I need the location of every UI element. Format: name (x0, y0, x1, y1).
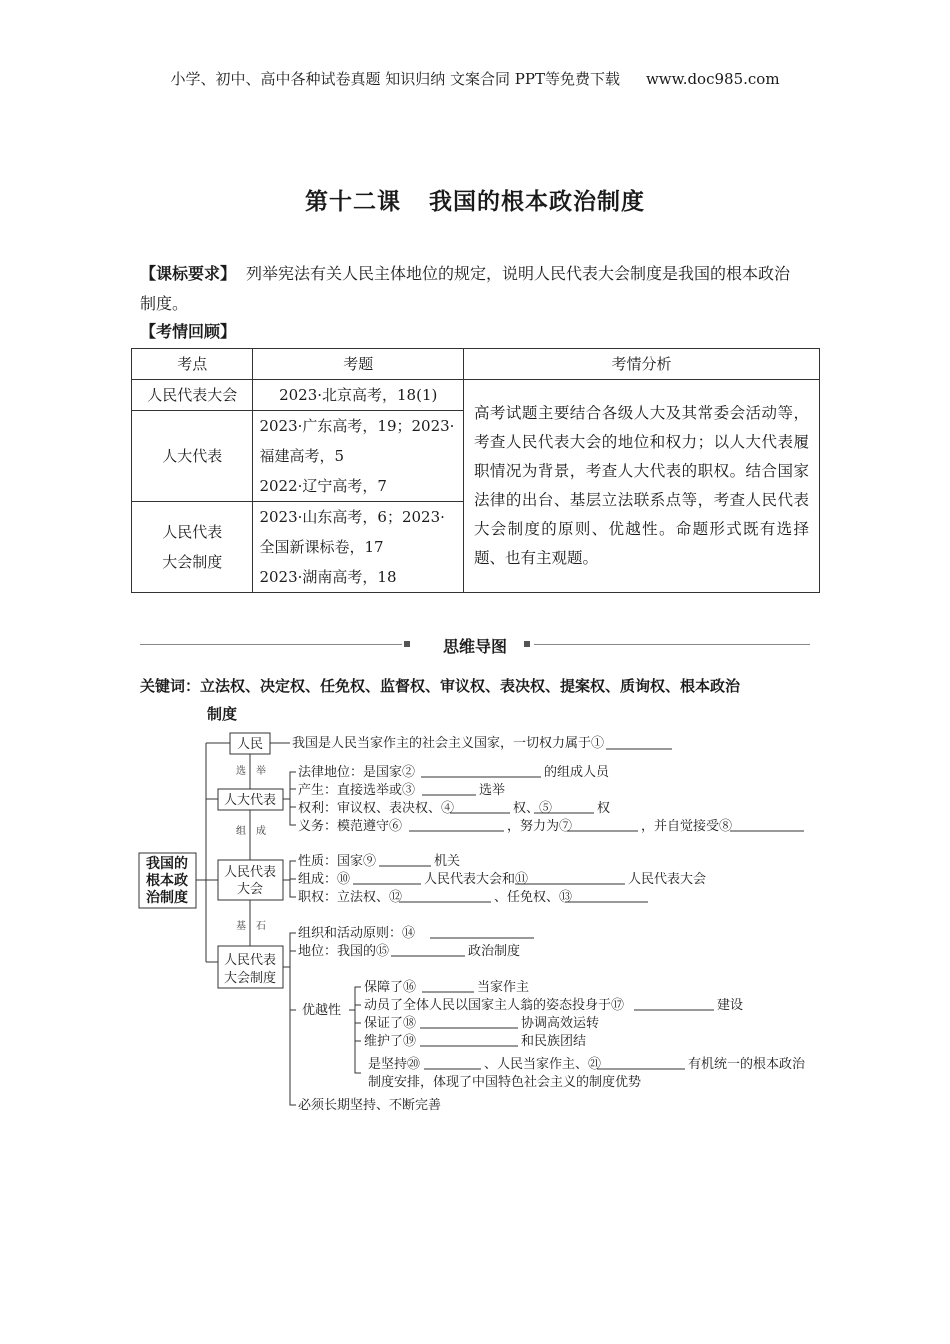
requirement-line2: 制度。 (140, 294, 189, 313)
root-line1: 我国的 (146, 856, 188, 872)
link-elect: 选 (236, 766, 246, 777)
deputy-item: ，努力为⑦ (507, 819, 573, 834)
advantage-item: 、人民当家作主、㉑ (484, 1057, 602, 1072)
deputy-item: 的组成人员 (544, 765, 610, 780)
keywords-line2: 制度 (207, 705, 238, 723)
row-point: 人大代表 (132, 411, 253, 502)
link-compose: 组 (236, 826, 246, 837)
advantage-item: 当家作主 (477, 980, 530, 995)
link-base: 基 (236, 921, 246, 932)
mindmap-label: 思维导图 (442, 637, 507, 656)
advantage-item: 制度安排，体现了中国特色社会主义的制度优势 (368, 1075, 642, 1090)
analysis-cell: 高考试题主要结合各级人大及其常委会活动等，考查人民代表大会的地位和权力；以人大代表履职情况为背景，考查人大代表的职权。结合国家法律的出台、基层立法联系点等，考查人民代表大会制度的原则、优越性。命题形式既有选择题、也有主观题。 (463, 380, 819, 593)
node-npc-label: 人民代表 (223, 865, 277, 880)
npc-item: 机关 (434, 854, 461, 869)
advantage-item: 维护了⑲ (364, 1034, 417, 1049)
npc-item: 人民代表大会 (628, 872, 707, 887)
advantage-label: 优越性 (302, 1003, 342, 1018)
row-questions: 2023·北京高考，18(1) (253, 380, 463, 411)
deputy-item: 法律地位：是国家② (298, 765, 416, 780)
deputy-item: 义务：模范遵守⑥ (298, 819, 403, 834)
header-site[interactable]: www.doc985.com (645, 70, 780, 88)
advantage-item: 保证了⑱ (364, 1016, 417, 1031)
header-analysis: 考情分析 (463, 349, 819, 380)
node-deputy-label: 人大代表 (223, 793, 277, 808)
header-point: 考点 (132, 349, 253, 380)
system-item: 地位：我国的⑮ (298, 944, 390, 959)
review-label: 【考情回顾】 (140, 322, 237, 341)
lesson-title: 我国的根本政治制度 (429, 189, 645, 215)
people-text: 我国是人民当家作主的社会主义国家，一切权力属于① (292, 736, 605, 751)
deputy-item: 产生：直接选举或③ (298, 783, 416, 798)
lesson-number: 第十二课 (305, 189, 401, 215)
system-item: 组织和活动原则：⑭ (298, 926, 416, 941)
advantage-item: 和民族团结 (521, 1034, 587, 1049)
node-system-label: 人民代表 (223, 953, 277, 968)
advantage-item: 协调高效运转 (521, 1016, 600, 1031)
requirement-line1: 列举宪法有关人民主体地位的规定，说明人民代表大会制度是我国的根本政治 (246, 264, 791, 283)
row-point: 人民代表 大会制度 (132, 502, 253, 593)
npc-item: 人民代表大会和⑪ (424, 872, 529, 887)
row-questions: 2023·广东高考，19；2023· 福建高考，5 2022·辽宁高考，7 (253, 411, 463, 502)
system-item: 政治制度 (468, 944, 521, 959)
advantage-item: 是坚持⑳ (368, 1057, 421, 1072)
persist-text: 必须长期坚持、不断完善 (298, 1098, 442, 1113)
node-system-label: 大会制度 (223, 971, 277, 986)
deputy-item: ，并自觉接受⑧ (641, 819, 733, 834)
deputy-item: 权、⑤ (513, 801, 553, 816)
root-line3: 治制度 (146, 890, 188, 906)
advantage-item: 保障了⑯ (364, 980, 417, 995)
npc-item: 、任免权、⑬ (494, 890, 573, 905)
deputy-item: 权 (597, 801, 611, 816)
requirement-label: 【课标要求】 (140, 264, 237, 283)
npc-item: 组成：⑩ (298, 872, 351, 887)
node-people-label: 人民 (236, 737, 264, 752)
deputy-item: 权利：审议权、表决权、④ (298, 801, 455, 816)
npc-item: 性质：国家⑨ (298, 854, 377, 869)
header-questions: 考题 (253, 349, 463, 380)
advantage-item: 动员了全体人民以国家主人翁的姿态投身于⑰ (364, 998, 625, 1013)
advantage-item: 建设 (717, 998, 744, 1013)
advantage-item: 有机统一的根本政治 (688, 1057, 806, 1072)
row-point: 人民代表大会 (132, 380, 253, 411)
root-line2: 根本政 (146, 873, 188, 889)
header-text: 小学、初中、高中各种试卷真题 知识归纳 文案合同 PPT等免费下载 (170, 70, 620, 88)
link-elect: 举 (256, 766, 266, 777)
deputy-item: 选举 (479, 783, 506, 798)
link-compose: 成 (256, 826, 266, 837)
keywords-line1: 关键词：立法权、决定权、任免权、监督权、审议权、表决权、提案权、质询权、根本政治 (140, 677, 741, 695)
link-base: 石 (256, 921, 266, 932)
row-questions: 2023·山东高考，6；2023· 全国新课标卷，17 2023·湖南高考，18 (253, 502, 463, 593)
npc-item: 职权：立法权、⑫ (298, 890, 403, 905)
node-npc-label: 大会 (236, 882, 264, 897)
